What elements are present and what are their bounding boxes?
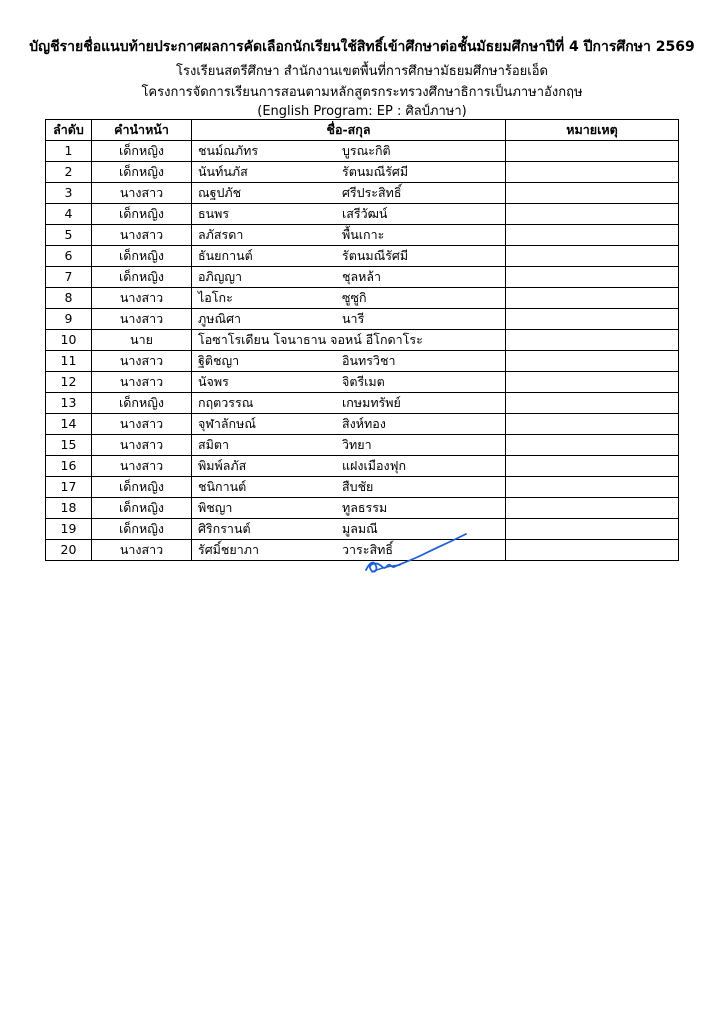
row-first-name: นัจพร <box>198 374 229 389</box>
row-first-name: ไอโกะ <box>198 290 233 305</box>
row-prefix: นางสาว <box>92 372 192 393</box>
row-full-name <box>192 393 506 414</box>
row-prefix: เด็กหญิง <box>92 519 192 540</box>
row-first-name: พิมพ์ลภัส <box>198 458 247 473</box>
table-row <box>46 372 679 393</box>
row-first-name: ธนพร <box>198 206 230 221</box>
row-number: 7 <box>46 267 92 288</box>
row-number: 6 <box>46 246 92 267</box>
row-number: 4 <box>46 204 92 225</box>
row-first-name: กฤตวรรณ <box>198 395 254 410</box>
row-full-name <box>192 267 506 288</box>
table-header-row <box>46 120 679 141</box>
row-number: 12 <box>46 372 92 393</box>
row-remark <box>506 456 679 477</box>
row-prefix: เด็กหญิง <box>92 267 192 288</box>
row-full-name <box>192 351 506 372</box>
row-remark <box>506 141 679 162</box>
row-number: 11 <box>46 351 92 372</box>
row-first-name: ณฐปภัช <box>198 185 242 200</box>
row-number: 17 <box>46 477 92 498</box>
row-remark <box>506 183 679 204</box>
row-full-name <box>192 372 506 393</box>
student-roster-table <box>45 119 679 561</box>
header-no: ลำดับ <box>46 120 92 141</box>
row-last-name: รัตนมณีรัศมี <box>342 164 409 179</box>
row-first-name: โอซาโรเดียน โจนาธาน จอหน์ อีโกดาโระ <box>198 332 423 347</box>
row-last-name: นารี <box>342 311 365 326</box>
header-remark: หมายเหตุ <box>506 120 679 141</box>
table-row <box>46 435 679 456</box>
row-first-name: ศิริกรานต์ <box>198 521 251 536</box>
row-remark <box>506 498 679 519</box>
row-last-name: วาระสิทธิ์ <box>342 542 393 557</box>
row-first-name: อภิญญา <box>198 269 243 284</box>
row-number: 8 <box>46 288 92 309</box>
row-full-name <box>192 141 506 162</box>
row-first-name: ลภัสรดา <box>198 227 244 242</box>
row-last-name: ซูซูกิ <box>342 290 367 305</box>
row-remark <box>506 246 679 267</box>
row-first-name: ฐิติชญา <box>198 353 240 368</box>
row-last-name: รัตนมณีรัศมี <box>342 248 409 263</box>
row-last-name: วิทยา <box>342 437 372 452</box>
row-number: 2 <box>46 162 92 183</box>
row-prefix: เด็กหญิง <box>92 477 192 498</box>
table-row <box>46 351 679 372</box>
table-row <box>46 309 679 330</box>
row-first-name: ธันยกานต์ <box>198 248 253 263</box>
row-full-name <box>192 477 506 498</box>
row-prefix: นางสาว <box>92 309 192 330</box>
header-prefix: คำนำหน้า <box>92 120 192 141</box>
row-last-name: พื้นเกาะ <box>342 227 385 242</box>
document-title: บัญชีรายชื่อแนบท้ายประกาศผลการคัดเลือกนักเรียนใช้สิทธิ์เข้าศึกษาต่อชั้นมัธยมศึกษาปีที่ 4 ปีการศึกษา 2569 <box>29 39 695 55</box>
row-prefix: นางสาว <box>92 435 192 456</box>
table-row <box>46 246 679 267</box>
row-last-name: สิงห์ทอง <box>342 416 386 431</box>
row-prefix: นางสาว <box>92 540 192 561</box>
row-prefix: เด็กหญิง <box>92 246 192 267</box>
row-full-name <box>192 498 506 519</box>
row-first-name: จุฬาลักษณ์ <box>198 416 256 431</box>
row-remark <box>506 288 679 309</box>
row-number: 14 <box>46 414 92 435</box>
table-row <box>46 414 679 435</box>
row-full-name <box>192 309 506 330</box>
table-row <box>46 183 679 204</box>
row-remark <box>506 309 679 330</box>
row-last-name: อินทรวิชา <box>342 353 396 368</box>
row-number: 19 <box>46 519 92 540</box>
table-row <box>46 393 679 414</box>
row-first-name: ชนม์ณภัทร <box>198 143 259 158</box>
row-full-name <box>192 225 506 246</box>
table-row <box>46 141 679 162</box>
table-row <box>46 477 679 498</box>
row-prefix: เด็กหญิง <box>92 498 192 519</box>
row-prefix: เด็กหญิง <box>92 162 192 183</box>
row-number: 16 <box>46 456 92 477</box>
header-name: ชื่อ-สกุล <box>192 120 506 141</box>
row-remark <box>506 225 679 246</box>
row-prefix: นางสาว <box>92 225 192 246</box>
row-last-name: เสรีวัฒน์ <box>342 206 388 221</box>
row-last-name: ชุลหล้า <box>342 269 382 284</box>
row-number: 20 <box>46 540 92 561</box>
row-prefix: นางสาว <box>92 288 192 309</box>
row-remark <box>506 330 679 351</box>
row-last-name: แฝงเมืองฟุก <box>342 458 407 473</box>
signature-mark <box>360 532 470 582</box>
table-row <box>46 330 679 351</box>
row-first-name: พิชญา <box>198 500 233 515</box>
table-row <box>46 225 679 246</box>
table-row <box>46 204 679 225</box>
row-number: 9 <box>46 309 92 330</box>
program-line: โครงการจัดการเรียนการสอนตามหลักสูตรกระทรวงศึกษาธิการเป็นภาษาอังกฤษ <box>141 85 583 100</box>
row-prefix: นาย <box>92 330 192 351</box>
row-number: 13 <box>46 393 92 414</box>
row-remark <box>506 162 679 183</box>
row-full-name <box>192 183 506 204</box>
row-full-name <box>192 162 506 183</box>
row-full-name <box>192 246 506 267</box>
row-full-name <box>192 204 506 225</box>
row-prefix: เด็กหญิง <box>92 141 192 162</box>
row-first-name: นันท์นภัส <box>198 164 248 179</box>
row-number: 18 <box>46 498 92 519</box>
row-remark <box>506 519 679 540</box>
row-number: 15 <box>46 435 92 456</box>
row-last-name: ศรีประสิทธิ์ <box>342 185 402 200</box>
row-first-name: ชนิกานต์ <box>198 479 247 494</box>
table-row <box>46 162 679 183</box>
row-remark <box>506 435 679 456</box>
table-row <box>46 456 679 477</box>
row-full-name <box>192 288 506 309</box>
row-last-name: เกษมทรัพย์ <box>342 395 401 410</box>
row-remark <box>506 477 679 498</box>
row-full-name <box>192 435 506 456</box>
row-full-name <box>192 414 506 435</box>
row-prefix: นางสาว <box>92 183 192 204</box>
row-remark <box>506 267 679 288</box>
row-last-name: สืบชัย <box>342 479 374 494</box>
row-full-name <box>192 456 506 477</box>
table-body <box>46 141 679 561</box>
table-row <box>46 498 679 519</box>
row-number: 5 <box>46 225 92 246</box>
row-number: 3 <box>46 183 92 204</box>
row-prefix: เด็กหญิง <box>92 204 192 225</box>
table-row <box>46 288 679 309</box>
row-first-name: สมิตา <box>198 437 230 452</box>
row-remark <box>506 204 679 225</box>
school-line: โรงเรียนสตรีศึกษา สำนักงานเขตพื้นที่การศึกษามัธยมศึกษาร้อยเอ็ด <box>176 64 548 79</box>
row-first-name: ภูษณิศา <box>198 311 242 326</box>
row-remark <box>506 540 679 561</box>
row-last-name: บูรณะกิติ <box>342 143 391 158</box>
row-number: 10 <box>46 330 92 351</box>
row-last-name: ทูลธรรม <box>342 500 388 515</box>
row-remark <box>506 372 679 393</box>
row-remark <box>506 351 679 372</box>
row-prefix: นางสาว <box>92 456 192 477</box>
row-remark <box>506 414 679 435</box>
row-prefix: นางสาว <box>92 351 192 372</box>
table-row <box>46 267 679 288</box>
row-prefix: เด็กหญิง <box>92 393 192 414</box>
row-number: 1 <box>46 141 92 162</box>
program-subtitle: (English Program: EP : ศิลป์ภาษา) <box>257 104 467 119</box>
row-first-name: รัศมิ์ชยาภา <box>198 542 259 557</box>
row-full-name <box>192 330 506 351</box>
row-remark <box>506 393 679 414</box>
row-last-name: มูลมณี <box>342 521 378 536</box>
row-last-name: จิตรีเมต <box>342 374 385 389</box>
row-prefix: นางสาว <box>92 414 192 435</box>
